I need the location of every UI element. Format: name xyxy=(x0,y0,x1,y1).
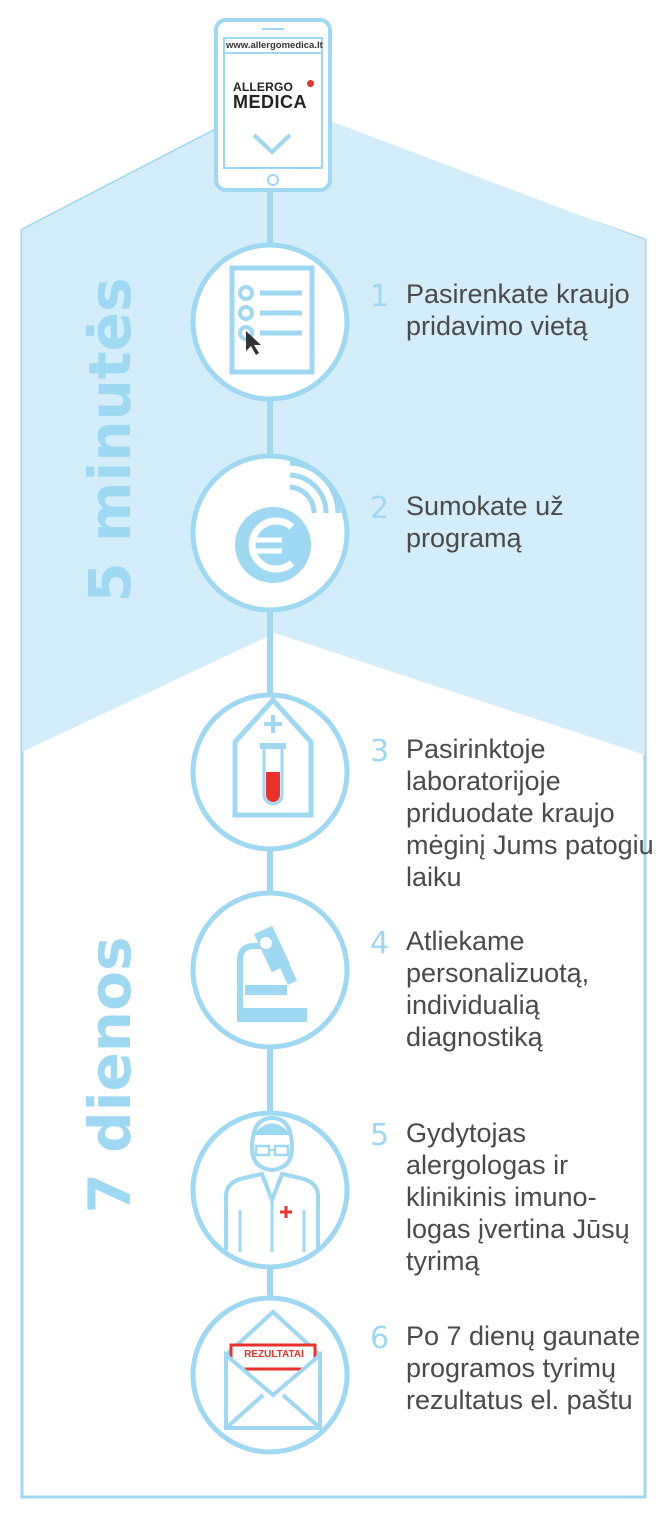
step-number: 6 xyxy=(370,1321,390,1356)
step-2-circle xyxy=(193,456,347,610)
step-text: Atliekame personalizuotą, individualią diagnostiką xyxy=(406,926,590,1052)
results-stamp-text: REZULTATAI xyxy=(244,1349,304,1360)
step-number: 5 xyxy=(370,1118,390,1153)
tablet-url-text: www.allergomedica.lt xyxy=(226,40,323,51)
phase-label-7-days: 7 dienos xyxy=(76,936,144,1214)
phase-label-5-minutes: 5 minutės xyxy=(76,277,144,603)
logo-allergo-text: ALLERGO xyxy=(233,80,294,94)
step-number: 4 xyxy=(370,926,390,961)
step-1 xyxy=(370,278,656,342)
step-text: Sumokate už programą xyxy=(406,491,564,553)
step-number: 1 xyxy=(370,279,390,314)
step-2 xyxy=(370,490,656,554)
step-1-circle xyxy=(193,245,347,399)
step-text: Po 7 dienų gaunate programos tyrimų rezultatus el. paštu xyxy=(406,1321,641,1415)
step-4 xyxy=(370,925,656,1053)
step-number: 3 xyxy=(370,734,390,769)
step-5-circle xyxy=(193,1113,347,1267)
step-5 xyxy=(370,1117,656,1277)
step-number: 2 xyxy=(370,491,390,526)
step-text: Pasirinktoje laboratorijoje priduodate kraujo mėginį Jums patogiu laiku xyxy=(406,734,654,892)
logo-medica-text: MEDICA xyxy=(233,92,307,112)
step-text: Gydytojas alergologas ir klinikinis imuno-logas įvertina Jūsų tyrimą xyxy=(406,1118,630,1276)
step-4-circle xyxy=(193,893,347,1047)
step-3-circle xyxy=(193,695,347,849)
logo-dot-icon xyxy=(307,80,314,87)
step-6 xyxy=(370,1320,656,1416)
step-6-circle xyxy=(193,1298,347,1452)
step-3 xyxy=(370,733,656,893)
step-text: Pasirenkate kraujo pridavimo vietą xyxy=(406,279,630,341)
